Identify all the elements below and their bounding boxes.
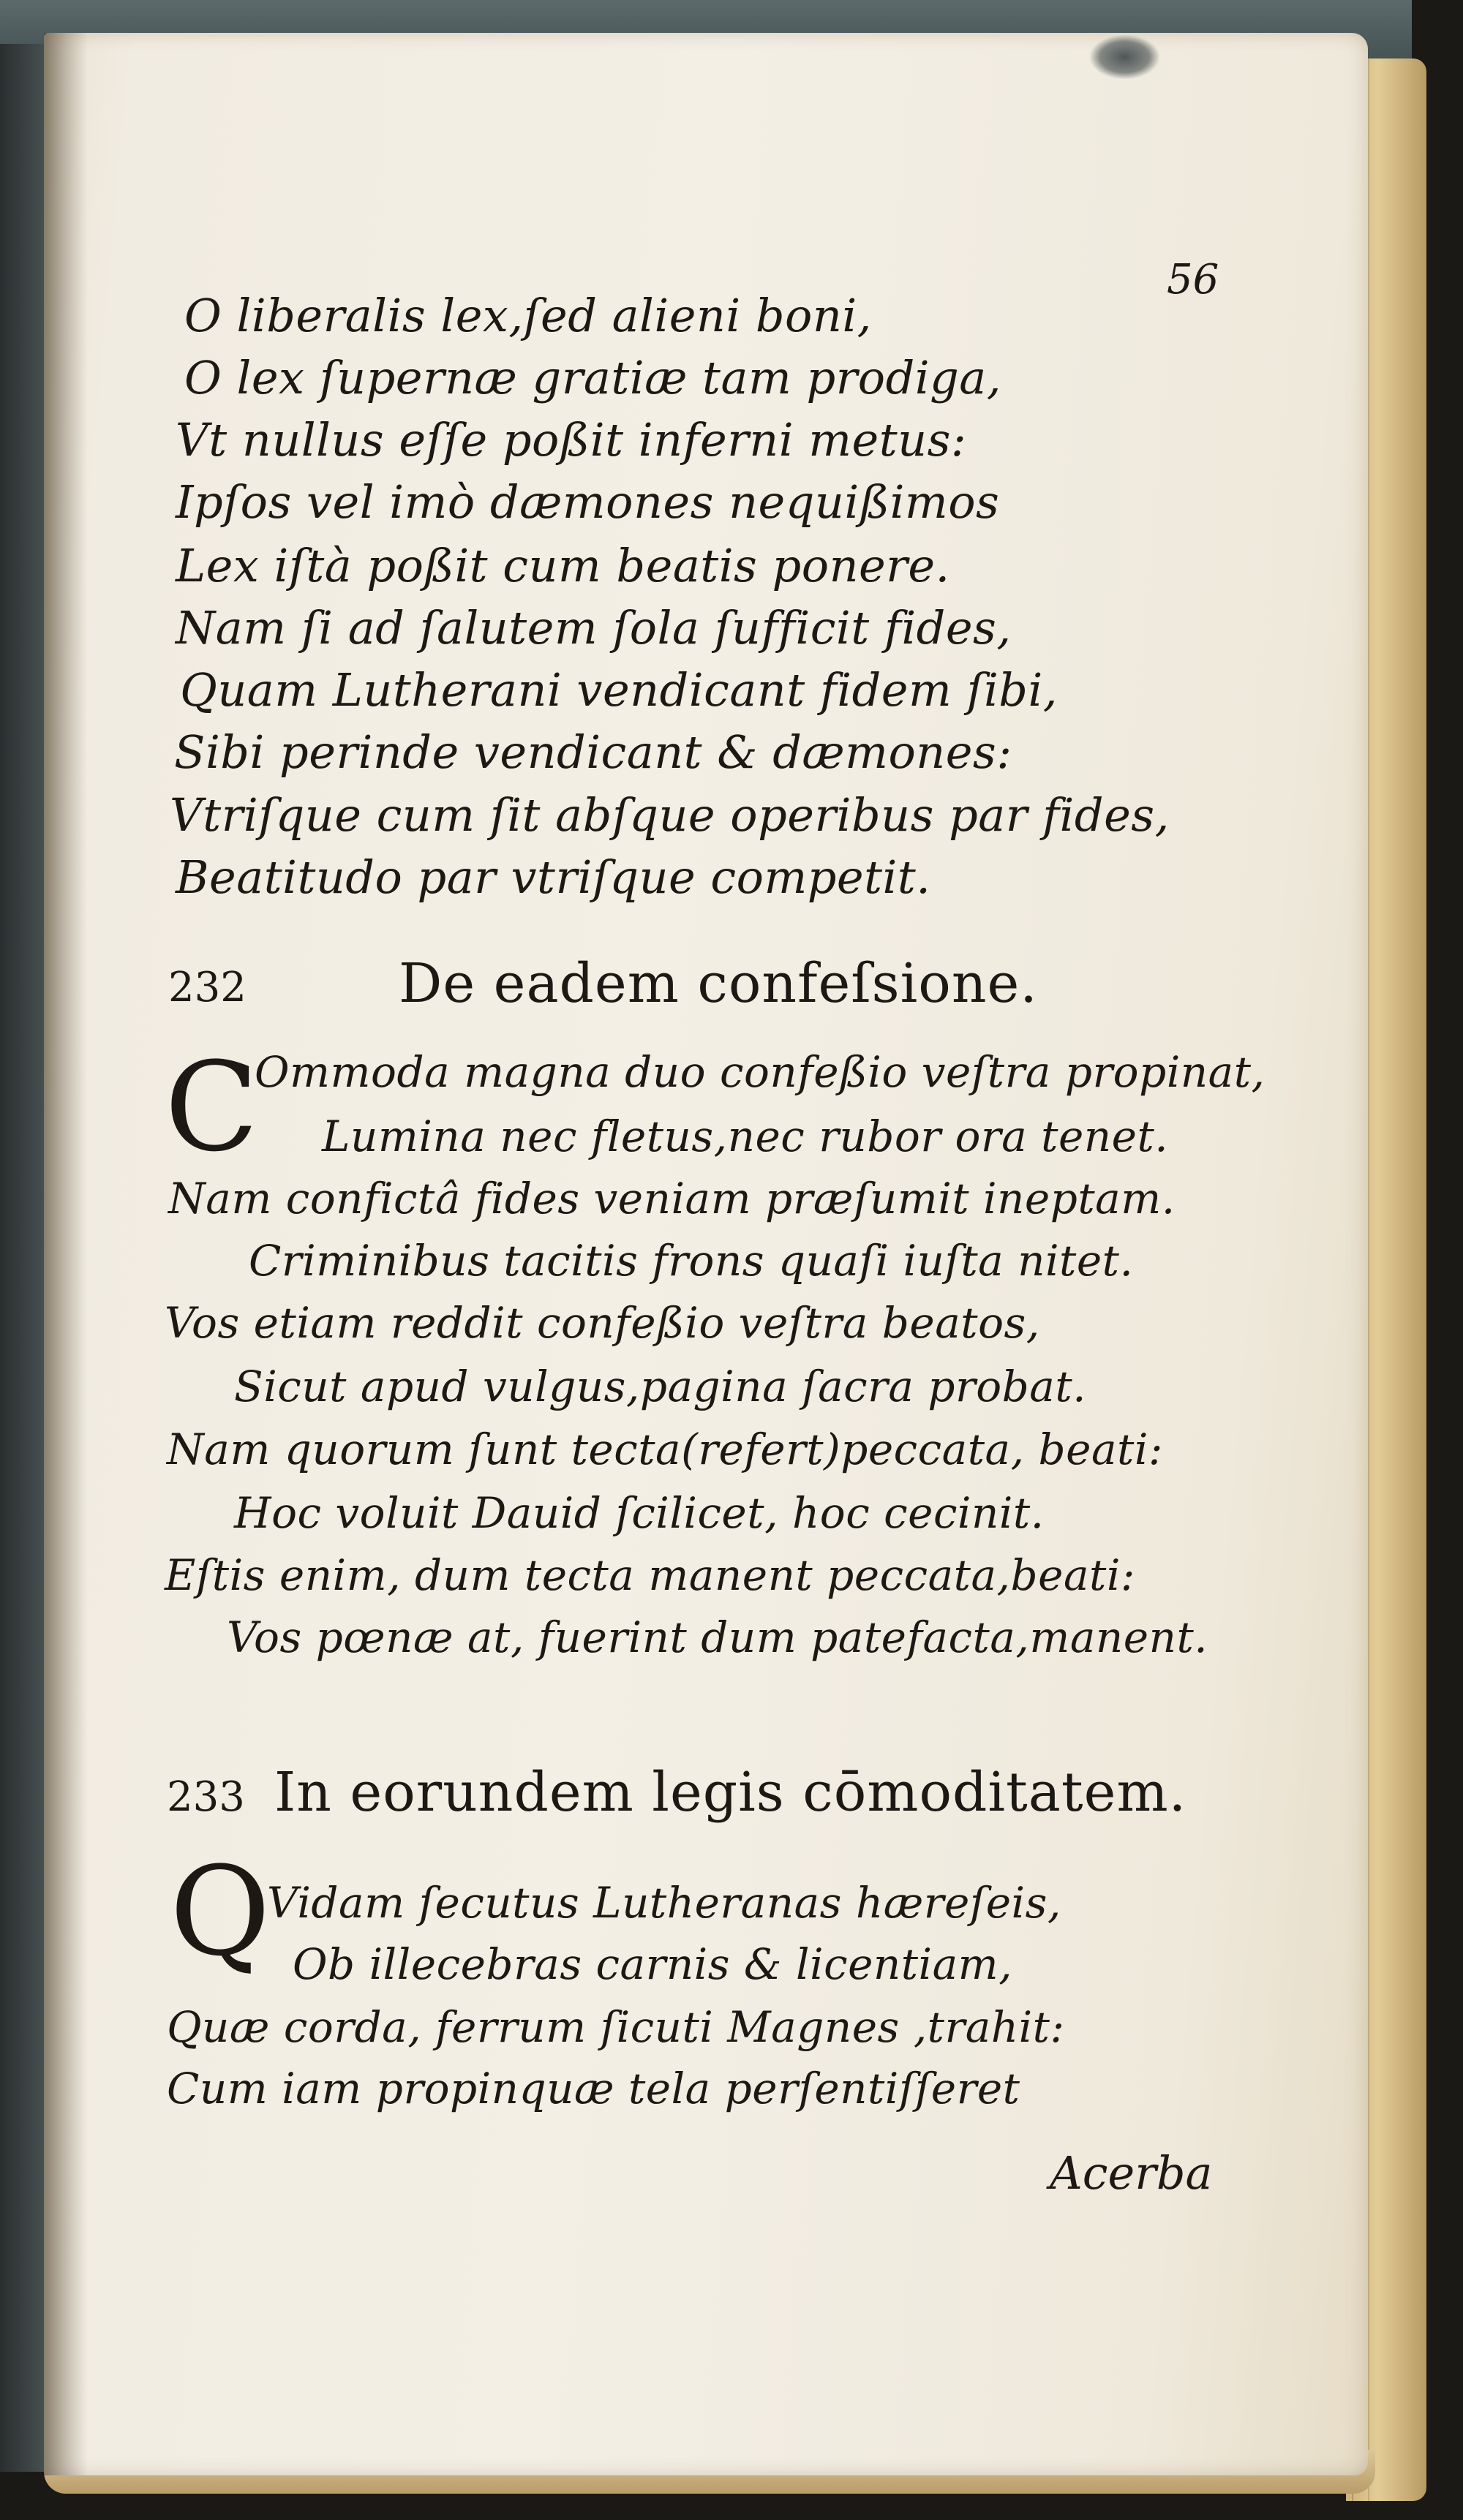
verse-line: Nam confictâ fides veniam præſumit ineptam.	[168, 1174, 1176, 1223]
verse-line: Vos etiam reddit confeßio veſtra beatos,	[165, 1298, 1040, 1348]
poem-line: Quam Lutherani vendicant fidem ſibi,	[180, 663, 1058, 717]
verse-line: Vidam ſecutus Lutheranas hæreſeis,	[267, 1878, 1061, 1928]
verse-line: Ommoda magna duo confeßio veſtra propinat,	[255, 1047, 1265, 1097]
stain-mark	[1090, 35, 1159, 79]
verse-line: Cum iam propinquæ tela perſentiſſeret	[167, 2064, 1020, 2113]
verse-line: Sicut apud vulgus,pagina ſacra probat.	[234, 1362, 1087, 1411]
verse-line: Quæ corda, ferrum ſicuti Magnes ,trahit:	[167, 2002, 1065, 2052]
section-title: De eadem confeſsione.	[399, 952, 1038, 1015]
verse-line: Lumina nec fletus,nec rubor ora tenet.	[322, 1112, 1169, 1161]
poem-line: Nam ſi ad ſalutem ſola ſufficit fides,	[176, 601, 1012, 654]
drop-initial: C	[165, 1035, 259, 1179]
poem-line: O lex ſupernæ gratiæ tam prodiga,	[184, 351, 1001, 404]
section-number: 232	[168, 964, 247, 1011]
verse-line: Nam quorum ſunt tecta(refert)peccata, beati:	[167, 1425, 1163, 1474]
drop-initial: Q	[170, 1840, 271, 1983]
catchword: Acerba	[1050, 2146, 1213, 2200]
verse-line: Ob illecebras carnis & licentiam,	[293, 1939, 1013, 1989]
folio-number: 56	[1167, 256, 1219, 303]
poem-line: Sibi perinde vendicant & dæmones:	[174, 725, 1012, 779]
poem-line: Vtriſque cum ſit abſque operibus par fides,	[170, 788, 1170, 842]
section-number: 233	[167, 1773, 245, 1821]
poem-line: Vt nullus eſſe poßit inferni metus:	[176, 413, 967, 467]
poem-line: Beatitudo par vtriſque competit.	[176, 850, 931, 904]
poem-line: Lex iſtà poßit cum beatis ponere.	[176, 539, 950, 592]
poem-line: Ipſos vel imò dæmones nequißimos	[176, 475, 1000, 529]
verse-line: Vos pœnæ at, fuerint dum patefacta,manent.	[227, 1612, 1208, 1662]
page-gutter-shadow	[44, 33, 88, 2475]
verse-line: Hoc voluit Dauid ſcilicet, hoc cecinit.	[234, 1488, 1045, 1538]
poem-line: O liberalis lex,ſed alieni boni,	[184, 289, 872, 342]
verse-line: Eſtis enim, dum tecta manent peccata,beati:	[165, 1550, 1135, 1600]
section-title: In eorundem legis cōmoditatem.	[274, 1761, 1187, 1824]
verse-line: Criminibus tacitis frons quaſi iuſta nitet.	[249, 1236, 1134, 1286]
